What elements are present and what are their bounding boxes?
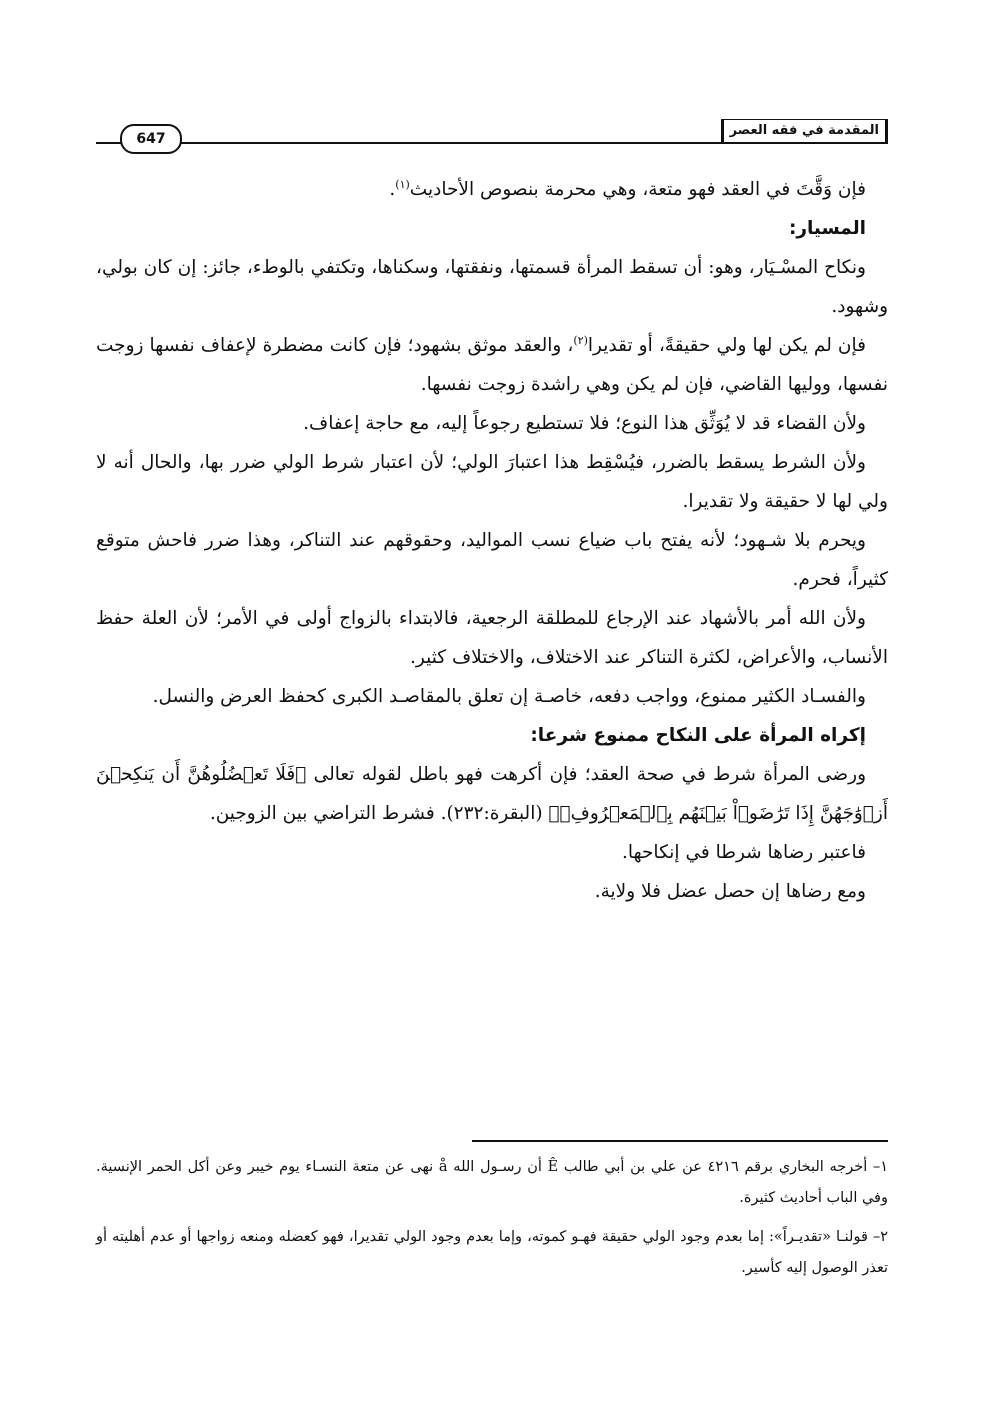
paragraph-9-text-a: ورضى المرأة شرط في صحة العقد؛ فإن أكرهت فهو باطل لقوله تعالى bbox=[306, 764, 867, 785]
paragraph-9 bbox=[96, 755, 888, 833]
header-rule bbox=[96, 142, 888, 144]
footnotes bbox=[96, 1152, 888, 1292]
paragraph-8: والفسـاد الكثير ممنوع، وواجب دفعه، خاصـة إن تعلق بالمقاصـد الكبرى كحفظ العرض والنسل. bbox=[152, 686, 866, 707]
paragraph-10: فاعتبر رضاها شرطا في إنكاحها. bbox=[621, 842, 866, 863]
footnote-ref-1[interactable]: (١) bbox=[395, 177, 410, 191]
paragraph-1 bbox=[96, 170, 888, 209]
paragraph-1-text: فإن وَقَّتَ في العقد فهو متعة، وهي محرمة بنصوص الأحاديث bbox=[409, 179, 866, 200]
running-title: المقدمة في فقه العصر bbox=[721, 119, 888, 142]
paragraph-7: ولأن الله أمر بالأشهاد عند الإرجاع للمطلقة الرجعية، فالابتداء بالزواج أولى في الأمر؛ لأن العلة حفظ الأنساب، والأعراض، لكثرة التناكر عند الاختلاف، والاختلاف كثير. bbox=[96, 608, 888, 668]
main-text bbox=[96, 170, 888, 911]
section-heading-misyar: المسيار: bbox=[788, 218, 866, 239]
footnote-2: ٢– قولنـا «تقديـراً»: إما بعدم وجود الولي حقيقة فهـو كموته، وإما بعدم وجود الولي تقديرا، فهو كعضله ومنعه زواجها أو عدم أهليته أو تعذر الوصول إليه كأسير. bbox=[96, 1229, 888, 1276]
quran-verse: ﴿فَلَا تَعۡضُلُوهُنَّ أَن يَنكِحۡنَ أَزۡوَٰجَهُنَّ إِذَا تَرَٰضَوۡاْ بَيۡنَهُم بِٱلۡمَعۡرُوفِۗ﴾ bbox=[96, 764, 888, 824]
quran-citation: (البقرة:٢٣٢) bbox=[446, 803, 549, 824]
paragraph-9-text-b: . فشرط التراضي بين الزوجين. bbox=[209, 803, 447, 824]
section-heading-coercion: إكراه المرأة على النكاح ممنوع شرعا: bbox=[530, 725, 866, 746]
paragraph-3-text-b: ، والعقد موثق بشهود؛ فإن كانت مضطرة لإعفاف نفسها زوجت نفسها، ووليها القاضي، فإن لم يكن وهي راشدة زوجت نفسها. bbox=[96, 335, 888, 395]
paragraph-6: ويحرم بلا شـهود؛ لأنه يفتح باب ضياع نسب المواليد، وحقوقهم عند التناكر، وهذا ضرر فاحش متوقع كثيراً، فحرم. bbox=[96, 530, 888, 590]
page-number: 647 bbox=[120, 124, 182, 154]
paragraph-3-text-a: فإن لم يكن لها ولي حقيقةً، أو تقديرا bbox=[587, 335, 866, 356]
paragraph-1-end: . bbox=[389, 179, 396, 200]
paragraph-11: ومع رضاها إن حصل عضل فلا ولاية. bbox=[594, 881, 866, 902]
footnote-ref-2[interactable]: (٢) bbox=[573, 333, 588, 347]
footnote-separator bbox=[472, 1140, 888, 1142]
paragraph-3 bbox=[96, 326, 888, 404]
page-header bbox=[96, 112, 888, 146]
footnote-1: ١– أخرجه البخاري برقم ٤٢١٦ عن علي بن أبي طالب Ê أن رسـول الله å نهى عن متعة النسـاء يوم خيبر وعن أكل الحمر الإنسية. وفي الباب أحاديث كثيرة. bbox=[96, 1159, 888, 1206]
paragraph-2: ونكاح المسْـيَار، وهو: أن تسقط المرأة قسمتها، ونفقتها، وسكناها، وتكتفي بالوطء، جائز: إن كان بولي، وشهود. bbox=[96, 257, 888, 317]
paragraph-5: ولأن الشرط يسقط بالضرر، فيُسْقِط هذا اعتبارَ الولي؛ لأن اعتبار شرط الولي ضرر بها، والحال أنه لا ولي لها لا حقيقة ولا تقديرا. bbox=[96, 452, 888, 512]
paragraph-4: ولأن القضاء قد لا يُوَثِّق هذا النوع؛ فلا تستطيع رجوعاً إليه، مع حاجة إعفاف. bbox=[303, 413, 866, 434]
